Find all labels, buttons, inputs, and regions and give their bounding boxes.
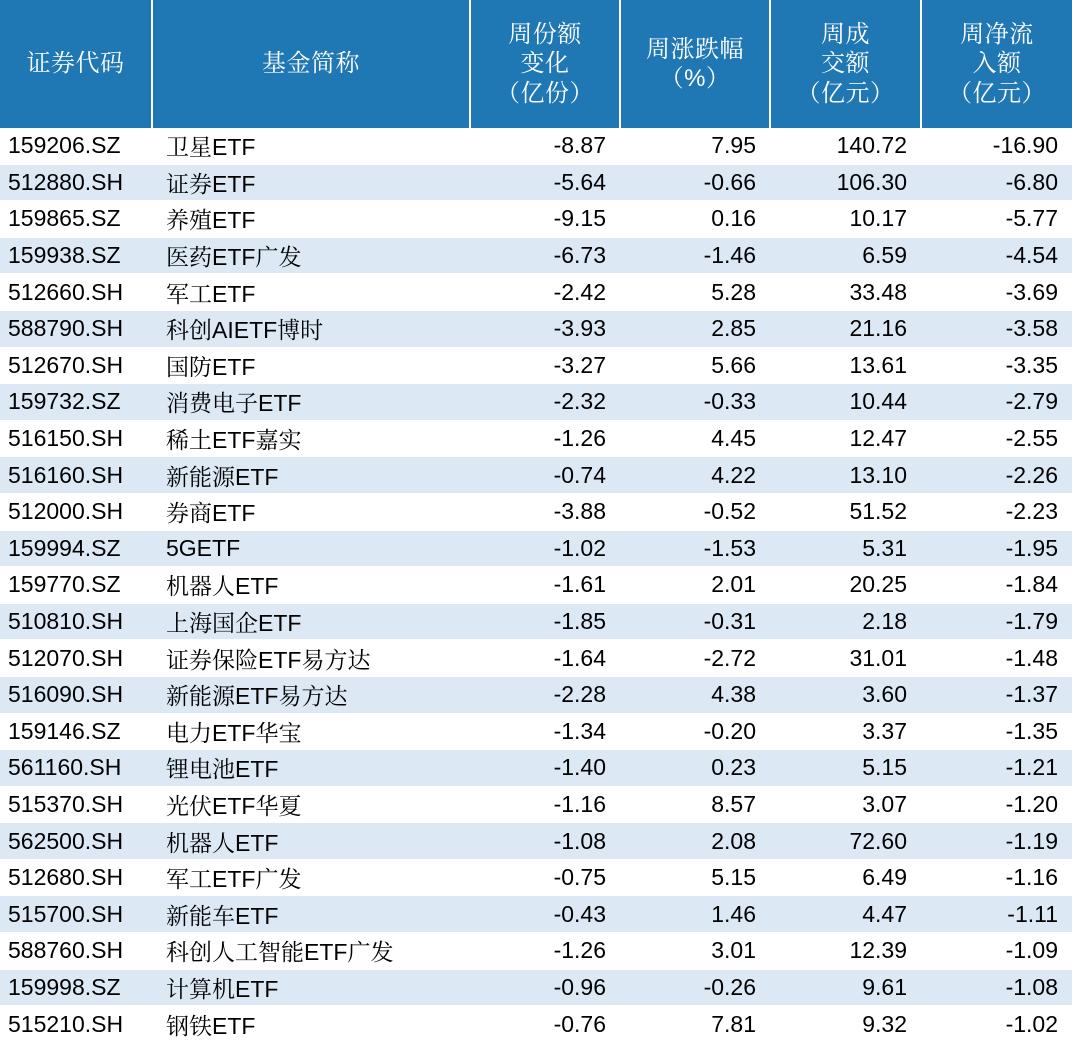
- cell-code: 512660.SH: [0, 274, 152, 311]
- cell-fund-name: 新能车ETF: [152, 896, 470, 933]
- cell-fund-name: 电力ETF华宝: [152, 713, 470, 750]
- cell-share-change: -1.26: [470, 420, 620, 457]
- column-header-net-inflow-line-1: 周净流: [960, 21, 1034, 49]
- cell-net-inflow: -3.35: [921, 347, 1072, 384]
- cell-share-change: -5.64: [470, 164, 620, 201]
- column-header-share-change-line-2: 变化: [520, 50, 570, 78]
- cell-code: 515210.SH: [0, 1006, 152, 1043]
- cell-share-change: -3.93: [470, 310, 620, 347]
- cell-code: 561160.SH: [0, 750, 152, 787]
- cell-turnover: 3.37: [770, 713, 921, 750]
- cell-pct-change: 5.66: [620, 347, 770, 384]
- cell-net-inflow: -2.79: [921, 384, 1072, 421]
- column-header-fund-name: [152, 0, 470, 128]
- table-row: [0, 493, 1072, 530]
- cell-net-inflow: -2.26: [921, 457, 1072, 494]
- cell-net-inflow: -4.54: [921, 237, 1072, 274]
- cell-net-inflow: -1.11: [921, 896, 1072, 933]
- cell-pct-change: -0.31: [620, 603, 770, 640]
- table-row: [0, 859, 1072, 896]
- cell-pct-change: 2.08: [620, 823, 770, 860]
- cell-pct-change: -2.72: [620, 640, 770, 677]
- cell-share-change: -6.73: [470, 237, 620, 274]
- cell-fund-name: 卫星ETF: [152, 128, 470, 164]
- cell-fund-name: 上海国企ETF: [152, 603, 470, 640]
- cell-turnover: 10.44: [770, 384, 921, 421]
- cell-net-inflow: -1.37: [921, 676, 1072, 713]
- cell-turnover: 9.61: [770, 969, 921, 1006]
- cell-turnover: 4.47: [770, 896, 921, 933]
- column-header-share-change-line-1: 周份额: [508, 21, 582, 49]
- table-row: [0, 420, 1072, 457]
- table-row: [0, 969, 1072, 1006]
- cell-code: 159938.SZ: [0, 237, 152, 274]
- table-header: [0, 0, 1072, 128]
- cell-turnover: 72.60: [770, 823, 921, 860]
- table-row: [0, 457, 1072, 494]
- cell-share-change: -2.28: [470, 676, 620, 713]
- cell-share-change: -0.74: [470, 457, 620, 494]
- column-header-net-inflow-line-2: 入额: [972, 50, 1022, 78]
- cell-code: 159146.SZ: [0, 713, 152, 750]
- cell-turnover: 51.52: [770, 493, 921, 530]
- cell-net-inflow: -2.55: [921, 420, 1072, 457]
- header-row: [0, 0, 1072, 128]
- cell-net-inflow: -3.69: [921, 274, 1072, 311]
- table-row: [0, 384, 1072, 421]
- cell-pct-change: 2.01: [620, 567, 770, 604]
- cell-pct-change: 3.01: [620, 933, 770, 970]
- cell-turnover: 2.18: [770, 603, 921, 640]
- cell-share-change: -1.64: [470, 640, 620, 677]
- table-row: [0, 530, 1072, 567]
- column-header-turnover-line-1: 周成: [821, 21, 870, 49]
- cell-turnover: 12.39: [770, 933, 921, 970]
- column-header-pct-change-line-1: 周涨跌幅: [646, 35, 744, 63]
- cell-fund-name: 稀土ETF嘉实: [152, 420, 470, 457]
- cell-share-change: -1.08: [470, 823, 620, 860]
- cell-net-inflow: -1.79: [921, 603, 1072, 640]
- cell-fund-name: 国防ETF: [152, 347, 470, 384]
- table-row: [0, 603, 1072, 640]
- column-header-share-change-line-3: （亿份）: [496, 79, 594, 107]
- cell-net-inflow: -1.35: [921, 713, 1072, 750]
- cell-fund-name: 科创人工智能ETF广发: [152, 933, 470, 970]
- cell-share-change: -3.27: [470, 347, 620, 384]
- cell-share-change: -0.43: [470, 896, 620, 933]
- cell-net-inflow: -1.02: [921, 1006, 1072, 1043]
- cell-net-inflow: -16.90: [921, 128, 1072, 164]
- cell-pct-change: -0.33: [620, 384, 770, 421]
- cell-code: 588760.SH: [0, 933, 152, 970]
- cell-code: 515370.SH: [0, 786, 152, 823]
- cell-pct-change: -0.66: [620, 164, 770, 201]
- cell-code: 512070.SH: [0, 640, 152, 677]
- cell-net-inflow: -1.21: [921, 750, 1072, 787]
- cell-fund-name: 券商ETF: [152, 493, 470, 530]
- cell-share-change: -9.15: [470, 201, 620, 238]
- cell-share-change: -1.40: [470, 750, 620, 787]
- cell-pct-change: -0.26: [620, 969, 770, 1006]
- cell-fund-name: 养殖ETF: [152, 201, 470, 238]
- cell-turnover: 3.60: [770, 676, 921, 713]
- cell-pct-change: 5.15: [620, 859, 770, 896]
- column-header-net-inflow-line-3: （亿元）: [948, 79, 1046, 107]
- table-row: [0, 567, 1072, 604]
- cell-net-inflow: -2.23: [921, 493, 1072, 530]
- cell-pct-change: 2.85: [620, 310, 770, 347]
- cell-net-inflow: -1.48: [921, 640, 1072, 677]
- column-header-turnover: [770, 0, 921, 128]
- table-row: [0, 347, 1072, 384]
- cell-turnover: 33.48: [770, 274, 921, 311]
- cell-fund-name: 军工ETF: [152, 274, 470, 311]
- cell-net-inflow: -1.09: [921, 933, 1072, 970]
- table-row: [0, 896, 1072, 933]
- table-row: [0, 750, 1072, 787]
- cell-share-change: -1.02: [470, 530, 620, 567]
- cell-turnover: 106.30: [770, 164, 921, 201]
- cell-net-inflow: -1.08: [921, 969, 1072, 1006]
- cell-code: 516150.SH: [0, 420, 152, 457]
- cell-fund-name: 军工ETF广发: [152, 859, 470, 896]
- cell-fund-name: 新能源ETF易方达: [152, 676, 470, 713]
- cell-net-inflow: -1.16: [921, 859, 1072, 896]
- cell-share-change: -0.96: [470, 969, 620, 1006]
- cell-turnover: 10.17: [770, 201, 921, 238]
- cell-turnover: 13.61: [770, 347, 921, 384]
- cell-share-change: -2.32: [470, 384, 620, 421]
- cell-turnover: 31.01: [770, 640, 921, 677]
- table-row: [0, 310, 1072, 347]
- table-row: [0, 201, 1072, 238]
- table-row: [0, 713, 1072, 750]
- cell-turnover: 12.47: [770, 420, 921, 457]
- cell-code: 516160.SH: [0, 457, 152, 494]
- cell-turnover: 20.25: [770, 567, 921, 604]
- cell-pct-change: 0.16: [620, 201, 770, 238]
- cell-net-inflow: -1.20: [921, 786, 1072, 823]
- cell-share-change: -1.16: [470, 786, 620, 823]
- cell-share-change: -2.42: [470, 274, 620, 311]
- cell-fund-name: 钢铁ETF: [152, 1006, 470, 1043]
- cell-fund-name: 机器人ETF: [152, 823, 470, 860]
- cell-pct-change: 5.28: [620, 274, 770, 311]
- cell-pct-change: 8.57: [620, 786, 770, 823]
- cell-share-change: -3.88: [470, 493, 620, 530]
- cell-fund-name: 医药ETF广发: [152, 237, 470, 274]
- cell-share-change: -1.26: [470, 933, 620, 970]
- cell-pct-change: 4.45: [620, 420, 770, 457]
- column-header-turnover-line-2: 交额: [821, 50, 870, 78]
- cell-pct-change: -0.20: [620, 713, 770, 750]
- cell-fund-name: 证券保险ETF易方达: [152, 640, 470, 677]
- cell-turnover: 140.72: [770, 128, 921, 164]
- cell-net-inflow: -1.95: [921, 530, 1072, 567]
- table-row: [0, 933, 1072, 970]
- cell-share-change: -0.75: [470, 859, 620, 896]
- table-row: [0, 676, 1072, 713]
- cell-net-inflow: -1.84: [921, 567, 1072, 604]
- table-row: [0, 128, 1072, 164]
- cell-code: 159865.SZ: [0, 201, 152, 238]
- cell-fund-name: 证券ETF: [152, 164, 470, 201]
- cell-pct-change: 0.23: [620, 750, 770, 787]
- table-row: [0, 640, 1072, 677]
- cell-code: 516090.SH: [0, 676, 152, 713]
- cell-fund-name: 科创AIETF博时: [152, 310, 470, 347]
- cell-code: 159998.SZ: [0, 969, 152, 1006]
- table-row: [0, 786, 1072, 823]
- cell-pct-change: 7.81: [620, 1006, 770, 1043]
- cell-code: 159732.SZ: [0, 384, 152, 421]
- cell-code: 159770.SZ: [0, 567, 152, 604]
- cell-share-change: -0.76: [470, 1006, 620, 1043]
- cell-pct-change: 1.46: [620, 896, 770, 933]
- column-header-share-change: [470, 0, 620, 128]
- cell-share-change: -1.34: [470, 713, 620, 750]
- column-header-fund-name-line-1: 基金简称: [262, 50, 360, 78]
- cell-net-inflow: -3.58: [921, 310, 1072, 347]
- cell-code: 588790.SH: [0, 310, 152, 347]
- cell-pct-change: -1.53: [620, 530, 770, 567]
- cell-turnover: 21.16: [770, 310, 921, 347]
- cell-share-change: -8.87: [470, 128, 620, 164]
- table-body: [0, 128, 1072, 1042]
- column-header-turnover-line-3: （亿元）: [796, 79, 895, 107]
- cell-turnover: 9.32: [770, 1006, 921, 1043]
- cell-fund-name: 消费电子ETF: [152, 384, 470, 421]
- column-header-code-line-1: 证券代码: [26, 50, 125, 78]
- cell-turnover: 13.10: [770, 457, 921, 494]
- cell-fund-name: 新能源ETF: [152, 457, 470, 494]
- table-row: [0, 274, 1072, 311]
- cell-fund-name: 锂电池ETF: [152, 750, 470, 787]
- cell-turnover: 5.15: [770, 750, 921, 787]
- cell-code: 512670.SH: [0, 347, 152, 384]
- table-row: [0, 237, 1072, 274]
- cell-turnover: 5.31: [770, 530, 921, 567]
- cell-net-inflow: -6.80: [921, 164, 1072, 201]
- cell-code: 159206.SZ: [0, 128, 152, 164]
- cell-net-inflow: -1.19: [921, 823, 1072, 860]
- table-row: [0, 1006, 1072, 1043]
- cell-pct-change: -0.52: [620, 493, 770, 530]
- cell-turnover: 3.07: [770, 786, 921, 823]
- column-header-pct-change-line-2: （%）: [659, 65, 731, 92]
- column-header-pct-change: [620, 0, 770, 128]
- cell-turnover: 6.49: [770, 859, 921, 896]
- cell-share-change: -1.85: [470, 603, 620, 640]
- cell-code: 510810.SH: [0, 603, 152, 640]
- cell-fund-name: 计算机ETF: [152, 969, 470, 1006]
- cell-fund-name: 光伏ETF华夏: [152, 786, 470, 823]
- cell-net-inflow: -5.77: [921, 201, 1072, 238]
- cell-fund-name: 5GETF: [152, 530, 470, 567]
- cell-share-change: -1.61: [470, 567, 620, 604]
- column-header-code: [0, 0, 152, 128]
- cell-code: 562500.SH: [0, 823, 152, 860]
- cell-pct-change: 4.22: [620, 457, 770, 494]
- cell-pct-change: 7.95: [620, 128, 770, 164]
- cell-code: 512000.SH: [0, 493, 152, 530]
- cell-code: 159994.SZ: [0, 530, 152, 567]
- table-row: [0, 164, 1072, 201]
- cell-code: 515700.SH: [0, 896, 152, 933]
- table-row: [0, 823, 1072, 860]
- cell-pct-change: -1.46: [620, 237, 770, 274]
- cell-fund-name: 机器人ETF: [152, 567, 470, 604]
- cell-pct-change: 4.38: [620, 676, 770, 713]
- column-header-net-inflow: [921, 0, 1072, 128]
- cell-code: 512880.SH: [0, 164, 152, 201]
- cell-turnover: 6.59: [770, 237, 921, 274]
- cell-code: 512680.SH: [0, 859, 152, 896]
